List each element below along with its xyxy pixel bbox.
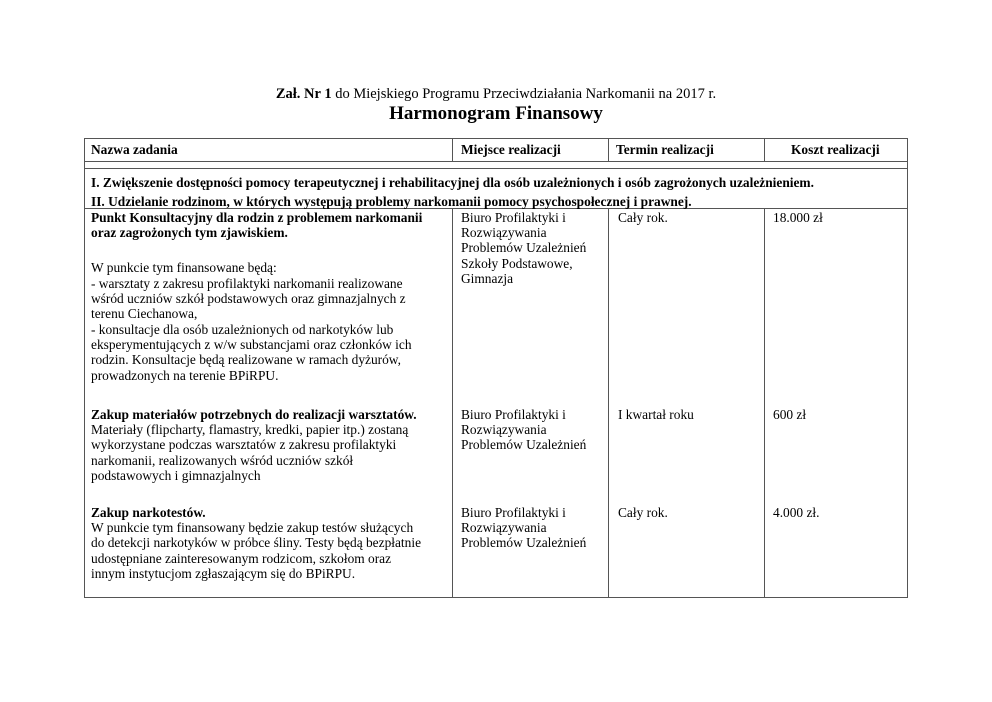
task-desc-line: wykorzystane podczas warsztatów z zakresu profilaktyki: [91, 437, 397, 452]
task-desc-line: wśród uczniów szkół podstawowych oraz gimnazjalnych z: [91, 291, 406, 306]
place-line: Biuro Profilaktyki i: [461, 505, 566, 520]
col-header-task: Nazwa zadania: [91, 142, 178, 157]
col-divider-1: [452, 208, 453, 598]
place-line: Rozwiązywania: [461, 225, 547, 240]
col-divider-2: [608, 208, 609, 598]
annex-number: Zał. Nr 1: [275, 86, 332, 102]
place-line: Rozwiązywania: [461, 520, 547, 535]
task-desc-line: rodzin. Konsultacje będą realizowane w ramach dyżurów,: [91, 352, 401, 367]
place-line: Problemów Uzależnień: [461, 535, 587, 550]
task-desc-line: do detekcji narkotyków w próbce śliny. Testy będą bezpłatnie: [91, 535, 422, 550]
cost-value: 600 zł: [773, 407, 807, 422]
col-divider-2-header: [608, 139, 609, 162]
col-header-cost: Koszt realizacji: [791, 142, 880, 157]
term-value: I kwartał roku: [618, 407, 694, 422]
section-heading-1: I. Zwiększenie dostępności pomocy terapeutycznej i rehabilitacyjnej dla osób uzależnionych i osób zagrożonych uzależnieniem.: [91, 175, 814, 190]
finance-table: [84, 138, 908, 598]
place-line: Gimnazja: [461, 271, 514, 286]
task-desc-line: - warsztaty z zakresu profilaktyki narkomanii realizowane: [91, 276, 403, 291]
task-title-line: Punkt Konsultacyjny dla rodzin z problemem narkomanii: [91, 210, 423, 225]
task-title-line: oraz zagrożonych tym zjawiskiem.: [91, 225, 288, 240]
annex-header: [0, 86, 992, 103]
place-line: Problemów Uzależnień: [461, 437, 587, 452]
task-desc-line: Materiały (flipcharty, flamastry, kredki, papier itp.) zostaną: [91, 422, 409, 437]
col-header-term: Termin realizacji: [616, 142, 714, 157]
term-value: Cały rok.: [618, 505, 668, 520]
annex-description: do Miejskiego Programu Przeciwdziałania Narkomanii na 2017 r.: [331, 86, 717, 102]
col-header-place: Miejsce realizacji: [461, 142, 561, 157]
task-desc-line: innym instytucjom zgłaszającym się do BPiRPU.: [91, 566, 356, 581]
task-title-line: Zakup narkotestów.: [91, 505, 206, 520]
col-divider-3: [764, 208, 765, 598]
place-line: Problemów Uzależnień: [461, 240, 587, 255]
task-desc-line: - konsultacje dla osób uzależnionych od narkotyków lub: [91, 322, 394, 337]
place-line: Biuro Profilaktyki i: [461, 210, 566, 225]
task-desc-line: terenu Ciechanowa,: [91, 306, 198, 321]
term-value: Cały rok.: [618, 210, 668, 225]
col-divider-1-header: [452, 139, 453, 162]
task-desc-line: prowadzonych na terenie BPiRPU.: [91, 368, 279, 383]
task-desc-line: udostępniane zainteresowanym rodzicom, szkołom oraz: [91, 551, 392, 566]
section-heading-2: II. Udzielanie rodzinom, w których występują problemy narkomanii pomocy psychospołecznej i prawnej.: [91, 194, 692, 209]
task-desc-line: eksperymentujących z w/w substancjami oraz członków ich: [91, 337, 412, 352]
task-desc-line: podstawowych i gimnazjalnych: [91, 468, 261, 483]
task-desc-line: W punkcie tym finansowany będzie zakup testów służących: [91, 520, 414, 535]
header-double-divider: [85, 168, 907, 169]
task-desc-line: narkomanii, realizowanych wśród uczniów szkół: [91, 453, 354, 468]
task-title-line: Zakup materiałów potrzebnych do realizacji warsztatów.: [91, 407, 417, 422]
header-row-divider: [85, 161, 907, 162]
col-divider-3-header: [764, 139, 765, 162]
place-line: Szkoły Podstawowe,: [461, 256, 573, 271]
cost-value: 18.000 zł: [773, 210, 823, 225]
place-line: Biuro Profilaktyki i: [461, 407, 566, 422]
cost-value: 4.000 zł.: [773, 505, 820, 520]
task-desc-line: W punkcie tym finansowane będą:: [91, 260, 277, 275]
place-line: Rozwiązywania: [461, 422, 547, 437]
document-title: Harmonogram Finansowy: [389, 103, 603, 124]
